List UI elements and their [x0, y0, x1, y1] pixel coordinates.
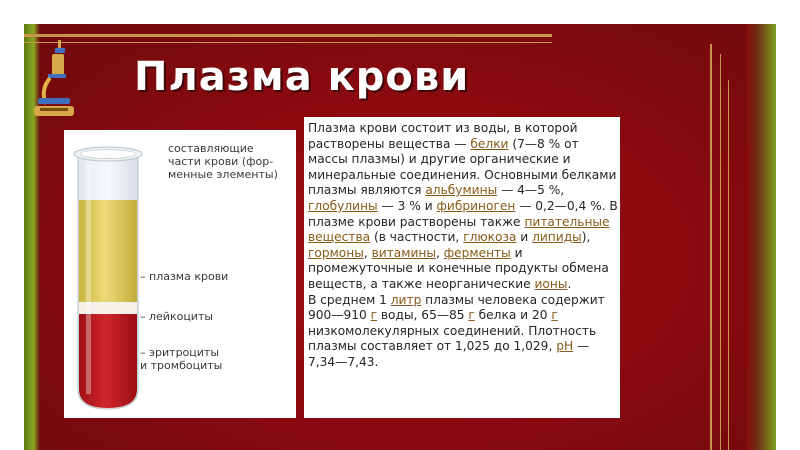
label-leukocytes: – лейкоциты	[140, 310, 214, 323]
term-link[interactable]: глюкоза	[463, 230, 517, 245]
vertical-rule-2	[720, 54, 721, 450]
term-link[interactable]: ферменты	[443, 245, 511, 260]
term-link[interactable]: белки	[470, 136, 509, 151]
term-link[interactable]: г	[468, 308, 475, 323]
text-run: и	[516, 230, 533, 245]
microscope-icon	[32, 38, 76, 122]
text-run: .	[567, 276, 572, 291]
text-run: ),	[581, 230, 591, 245]
term-link[interactable]: витамины	[371, 245, 436, 260]
slide-title: Плазма крови	[134, 54, 470, 100]
text-run: — 0,2—0,4 %. В плазме крови растворены также	[308, 198, 618, 229]
term-link[interactable]: pH	[556, 339, 574, 354]
text-run: белка и 20	[474, 308, 552, 323]
term-link[interactable]: альбумины	[425, 183, 498, 198]
term-link[interactable]: г	[370, 308, 377, 323]
text-run: низкомолекулярных соединений. Плотность плазмы составляет от 1,025 до 1,029,	[308, 323, 597, 354]
paragraph-composition	[308, 121, 620, 293]
label-erythrocytes: – эритроциты и тромбоциты	[140, 346, 223, 372]
label-plasma: – плазма крови	[140, 270, 229, 283]
term-link[interactable]: литр	[390, 292, 422, 307]
test-tube-illustration	[68, 134, 148, 414]
test-tube-figure	[64, 130, 296, 418]
text-run: ,	[363, 245, 372, 260]
body-text	[308, 121, 620, 371]
top-rule-1	[24, 34, 552, 37]
term-link[interactable]: гормоны	[308, 245, 364, 260]
text-run: и промежуточные и конечные продукты обмена веществ, а также неорганические	[308, 245, 609, 291]
text-run: воды, 65—85	[377, 308, 469, 323]
text-run: (в частности,	[370, 230, 464, 245]
text-run: (7—8 % от массы плазмы) и другие органические и минеральные соединения. Основными белками плазмы являются	[308, 136, 617, 198]
text-run: — 4—5 %,	[497, 183, 565, 198]
term-link[interactable]: питательные вещества	[308, 214, 610, 245]
text-run: Плазма крови состоит из воды, в которой растворены вещества —	[308, 121, 578, 151]
text-run: плазмы человека содержит 900—910	[308, 292, 605, 323]
term-link[interactable]: фибриноген	[436, 198, 516, 213]
top-rule-2	[24, 42, 552, 43]
vertical-rule-3	[728, 80, 729, 450]
term-link[interactable]: глобулины	[308, 198, 378, 213]
vertical-rule-1	[710, 44, 712, 450]
right-edge-band	[746, 24, 776, 450]
text-run: — 3 % и	[377, 198, 437, 213]
term-link[interactable]: липиды	[532, 230, 582, 245]
text-run: ,	[435, 245, 444, 260]
text-panel	[304, 117, 620, 418]
term-link[interactable]: г	[551, 308, 558, 323]
paragraph-average-content	[308, 293, 620, 371]
text-run: — 7,34—7,43.	[308, 339, 590, 369]
label-formed-elements: составляющие части крови (фор- менные элементы)	[168, 142, 278, 181]
term-link[interactable]: ионы	[534, 276, 568, 291]
text-run: В среднем 1	[308, 292, 391, 307]
slide	[24, 24, 776, 450]
